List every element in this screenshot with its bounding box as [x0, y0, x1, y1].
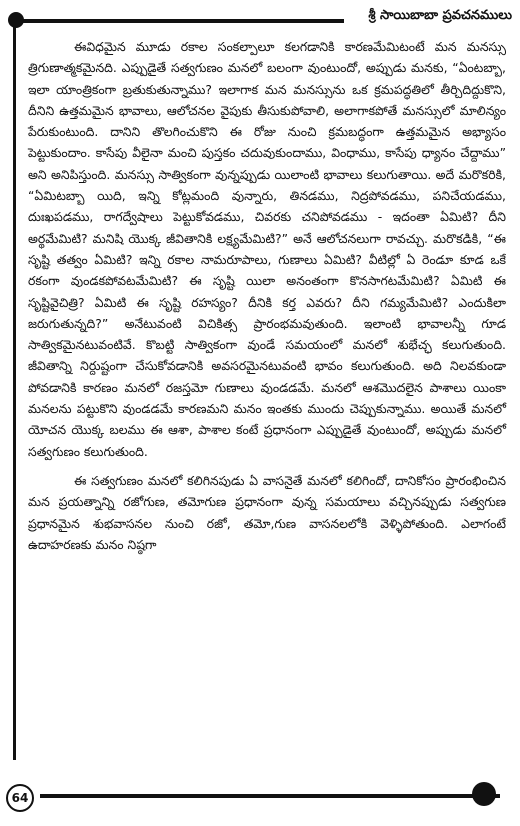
footer-bullet-ornament — [472, 782, 496, 806]
margin-rule — [13, 22, 16, 760]
page-number: 64 — [6, 784, 34, 812]
paragraph: ఈవిధమైన మూడు రకాల సంకల్పాలూ కలగడానికి కారణమేమిటంటే మన మనస్సు త్రిగుణాత్మకమైనది. ఎప్పుడైతే సత్వగుణం మనలో బలంగా వుంటుందో, అప్పుడు మనకు, “ఏంటబ్బా, ఇలా యాంత్రికంగా బ్రతుకుతున్నాము? ఇలాగాక మన మనస్సును ఒక క్రమపద్ధతిలో తీర్చిదిద్దుకొని, దీనిని ఉత్తమమైన భావాలు, ఆలోచనల వైపుకు తీసుకుపోవాలి, అలాగాకపోతే మనస్సులో మాలిన్యం పేరుకుంటుంది. దానిని తొలగించుకొని ఈ రోజు నుంచి క్రమబద్ధంగా ఉత్తమమైన అభ్యాసం పెట్టుకుందాం. కాసేపు వీలైనా మంచి పుస్తకం చదువుకుందాము, వింధాము, కాసేపు ధ్యానం చేద్దాము” అని అనిపిస్తుంది. మనస్సు సాత్వికంగా వున్నప్పుడు యిలాంటి భావాలు కలుగుతాయి. అదే మరొకరికి, “ఏమిటబ్బా యిది, ఇన్ని కోట్లమంది వున్నారు, తినడము, నిద్రపోవడము, పనిచేయడము, దుఃఖపడము, రాగద్వేషాలు పెట్టుకోవడము, చివరకు చనిపోవడము - ఇదంతా ఏమిటి? దీని అర్థమేమిటి? మనిషి యొక్క జీవితానికి లక్ష్యమేమిటి?” అనే ఆలోచనలుగా రావచ్చు. మరొకడికి, “ఈ సృష్టి తత్వం ఏమిటి? ఇన్ని రకాల నామరూపాలు, గుణాలు ఏమిటి? వీటిల్లో ఏ రెండూ కూడ ఒకే రకంగా వుండకపోవటమేమిటి? ఈ సృష్టి యిలా అనంతంగా కొనసాగటమేమిటి? ఏమిటి ఈ సృష్టివైచిత్రి? ఏమిటి ఈ సృష్టి రహస్యం? దీనికి కర్త ఎవరు? దీని గమ్యమేమిటి? ఎందుకిలా జరుగుతున్నది?” అనేటువంటి విచికిత్స ప్రారంభమవుతుంది. ఇలాంటి భావాలన్నీ గూడ సాత్వికమైనటువంటివే. కొబట్టి సాత్వికంగా వుండే సమయంలో మనలో శుభేచ్ఛ కలుగుతుంది. జీవితాన్ని నిర్దుష్టంగా చేసుకోవడానికి అవసరమైనటువంటి భావం కలుగుతుంది. అది నిలవకుండా పోవడానికి కారణం మనలో రజస్తమో గుణాలు వుండడమే. మనలో ఆశమొదలైన పాశాలు యింకా మనలను పట్టుకొని వుండడమే కారణమని మనం ఇంతకు ముందు చెప్పుకున్నాము. అయితే మనలో యోచన యొక్క బలము ఈ ఆశా, పాశాల కంటే ప్రధానంగా ఎప్పుడైతే వుంటుందో, అప్పుడు మనలో సత్వగుణం కలుగుతుంది. — [28, 39, 506, 459]
footer-rule — [40, 794, 500, 798]
header-rule — [14, 19, 344, 23]
paragraph: ఈ సత్వగుణం మనలో కలిగినపుడు ఏ వాసనైతే మనలో కలిగిందో, దానికోసం ప్రారంభించిన మన ప్రయత్నాన్ని రజోగుణ, తమోగుణ ప్రధానంగా వున్న సమయాలు వచ్చినప్పుడు సత్వగుణ ప్రధానమైన శుభవాసనల నుంచి రజో, తమో,గుణ వాసనలలోకి వెళ్ళిపోతుంది. ఎలాగంటే ఉదాహరణకు మనం నిష్ఠగా — [28, 472, 506, 552]
running-title: శ్రీ సాయిబాబా ప్రవచనములు — [368, 8, 512, 23]
page-body — [28, 36, 506, 555]
header-bullet-ornament — [8, 12, 24, 28]
